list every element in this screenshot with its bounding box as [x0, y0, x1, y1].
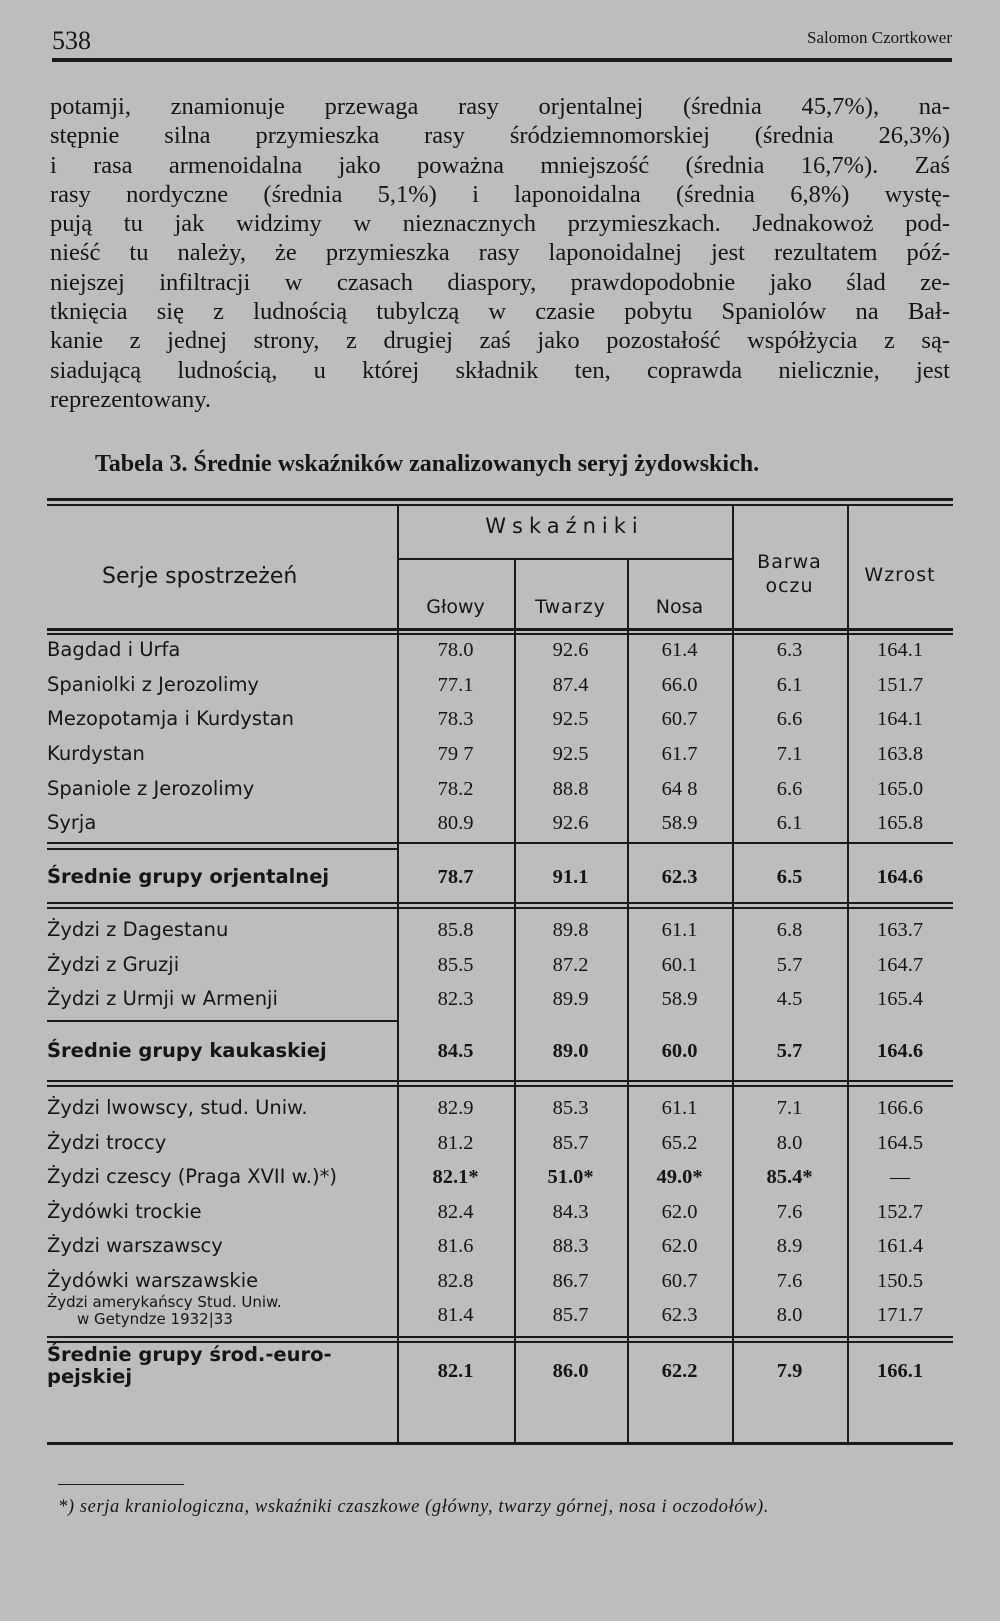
- value-nose: 62.3: [661, 1304, 698, 1326]
- value-nose: 62.0: [661, 1235, 698, 1257]
- value-eye-color: 8.9: [776, 1235, 803, 1257]
- row-label: Mezopotamja i Kurdystan: [47, 707, 294, 730]
- value-nose: 58.9: [661, 988, 698, 1010]
- table-caption: Tabela 3. Średnie wskaźników zanalizowanych seryj żydowskich.: [95, 451, 760, 477]
- value-face: 51.0*: [547, 1166, 594, 1188]
- value-face: 92.6: [552, 639, 589, 661]
- value-face: 88.3: [552, 1235, 589, 1257]
- value-nose: 58.9: [661, 812, 698, 834]
- value-head: 85.8: [437, 919, 474, 941]
- table-bottom-rule: [47, 1442, 953, 1445]
- row-rule-short: [47, 848, 397, 850]
- indices-table: [47, 498, 953, 1448]
- value-height: 164.6: [876, 866, 924, 888]
- value-height: 166.6: [876, 1097, 924, 1119]
- value-nose: 61.1: [661, 1097, 698, 1119]
- value-nose: 64 8: [661, 778, 698, 800]
- value-height: 171.7: [876, 1304, 924, 1326]
- value-height: 164.7: [876, 954, 924, 976]
- value-nose: 60.7: [661, 1270, 698, 1292]
- value-eye-color: 6.1: [776, 812, 803, 834]
- value-height: 152.7: [876, 1201, 924, 1223]
- value-eye-color: 7.6: [776, 1201, 803, 1223]
- value-nose: 61.7: [661, 743, 698, 765]
- value-face: 84.3: [552, 1201, 589, 1223]
- value-head: 82.3: [437, 988, 474, 1010]
- value-eye-color: 7.6: [776, 1270, 803, 1292]
- value-height: 165.8: [876, 812, 924, 834]
- value-eye-color: 85.4*: [766, 1166, 813, 1188]
- value-head: 82.1*: [432, 1166, 479, 1188]
- body-line: niejszej infiltracji w czasach diaspory, prawdopodobnie jako ślad ze-: [50, 268, 950, 296]
- header-face: Twarzy: [535, 596, 606, 618]
- body-line: reprezentowany.: [50, 385, 211, 413]
- value-head: 80.9: [437, 812, 474, 834]
- row-label: Średnie grupy kaukaskiej: [47, 1039, 327, 1062]
- value-nose: 61.1: [661, 919, 698, 941]
- value-face: 85.3: [552, 1097, 589, 1119]
- value-nose: 62.0: [661, 1201, 698, 1223]
- value-face: 85.7: [552, 1304, 589, 1326]
- value-face: 86.0: [552, 1360, 589, 1382]
- row-label: Żydówki warszawskie: [47, 1269, 259, 1292]
- value-eye-color: 6.3: [776, 639, 803, 661]
- row-label: Żydzi z Urmji w Armenji: [47, 987, 278, 1010]
- page-number: 538: [52, 26, 91, 55]
- value-face: 91.1: [552, 866, 589, 888]
- value-height: 164.6: [876, 1040, 924, 1062]
- value-height: 165.4: [876, 988, 924, 1010]
- value-height: 164.1: [876, 708, 924, 730]
- value-head: 81.2: [437, 1132, 474, 1154]
- value-eye-color: 6.6: [776, 708, 803, 730]
- value-eye-color: 8.0: [776, 1304, 803, 1326]
- row-rule: [47, 842, 953, 844]
- value-head: 81.6: [437, 1235, 474, 1257]
- table-top-rule-2: [47, 504, 953, 506]
- header-head: Głowy: [426, 596, 485, 618]
- value-head: 77.1: [437, 674, 474, 696]
- value-head: 85.5: [437, 954, 474, 976]
- body-line: rasy nordyczne (średnia 5,1%) i laponoidalna (średnia 6,8%) wystę-: [50, 180, 950, 208]
- value-face: 87.4: [552, 674, 589, 696]
- value-eye-color: 6.6: [776, 778, 803, 800]
- row-rule: [47, 1336, 953, 1338]
- value-eye-color: 6.8: [776, 919, 803, 941]
- value-head: 78.0: [437, 639, 474, 661]
- value-eye-color: 4.5: [776, 988, 803, 1010]
- value-head: 82.4: [437, 1201, 474, 1223]
- value-height: 166.1: [876, 1360, 924, 1382]
- body-line: potamji, znamionuje przewaga rasy orjentalnej (średnia 45,7%), na-: [50, 93, 950, 120]
- value-face: 92.6: [552, 812, 589, 834]
- row-label: Żydzi z Dagestanu: [47, 918, 229, 941]
- value-face: 86.7: [552, 1270, 589, 1292]
- value-eye-color: 6.5: [776, 866, 803, 888]
- value-head: 78.2: [437, 778, 474, 800]
- row-label: Żydzi z Gruzji: [47, 953, 180, 976]
- value-head: 78.7: [437, 866, 474, 888]
- header-indices: Wskaźniki: [485, 514, 644, 538]
- value-nose: 65.2: [661, 1132, 698, 1154]
- row-label: Średnie grupy orjentalnej: [47, 865, 330, 888]
- value-face: 89.8: [552, 919, 589, 941]
- value-height: 150.5: [876, 1270, 924, 1292]
- value-height: 161.4: [876, 1235, 924, 1257]
- value-head: 79 7: [437, 743, 474, 765]
- row-label-line-1: Średnie grupy środ.-euro-: [47, 1343, 332, 1366]
- value-nose: 60.0: [661, 1040, 698, 1062]
- body-line: stępnie silna przymieszka rasy śródziemnomorskiej (średnia 26,3%): [50, 122, 950, 150]
- value-head: 82.9: [437, 1097, 474, 1119]
- indices-subrule: [397, 558, 732, 560]
- running-head: Salomon Czortkower: [807, 28, 952, 47]
- row-label: Spaniole z Jerozolimy: [47, 777, 255, 800]
- value-eye-color: 7.1: [776, 1097, 803, 1119]
- row-label-line-2: w Getyndze 1932|33: [77, 1310, 233, 1328]
- value-nose: 62.3: [661, 866, 698, 888]
- header-height: Wzrost: [864, 564, 936, 586]
- row-rule-2: [47, 1085, 953, 1087]
- value-face: 88.8: [552, 778, 589, 800]
- value-head: 78.3: [437, 708, 474, 730]
- row-label: [47, 1344, 392, 1388]
- footnote: *) serja kraniologiczna, wskaźniki czaszkowe (główny, twarzy górnej, nosa i oczodołów).: [58, 1497, 769, 1517]
- page-header: [52, 18, 952, 66]
- body-paragraph: [50, 92, 950, 414]
- row-label: Kurdystan: [47, 742, 145, 765]
- value-nose: 62.2: [661, 1360, 698, 1382]
- value-height: 164.5: [876, 1132, 924, 1154]
- row-label: Spaniolki z Jerozolimy: [47, 673, 259, 696]
- value-eye-color: 5.7: [776, 1040, 803, 1062]
- body-line: tknięcia się z ludnością tubylczą w czasie pobytu Spaniolów na Bał-: [50, 298, 950, 326]
- value-height: 164.1: [876, 639, 924, 661]
- header-eye-color: Barwa oczu: [757, 551, 822, 597]
- value-height: 163.8: [876, 743, 924, 765]
- value-nose: 60.7: [661, 708, 698, 730]
- value-eye-color: 7.1: [776, 743, 803, 765]
- row-label: Żydzi lwowscy, stud. Uniw.: [47, 1096, 308, 1119]
- row-label-line-1: Żydzi amerykańscy Stud. Uniw.: [47, 1293, 282, 1311]
- value-nose: 60.1: [661, 954, 698, 976]
- value-nose: 61.4: [661, 639, 698, 661]
- row-label: Syrja: [47, 811, 97, 834]
- body-line: siadującą ludnością, u której składnik ten, coprawda nielicznie, jest: [50, 356, 950, 384]
- value-height: 163.7: [876, 919, 924, 941]
- value-face: 92.5: [552, 743, 589, 765]
- table-top-rule: [47, 498, 953, 501]
- value-face: 85.7: [552, 1132, 589, 1154]
- value-face: 89.9: [552, 988, 589, 1010]
- value-eye-color: 6.1: [776, 674, 803, 696]
- value-head: 81.4: [437, 1304, 474, 1326]
- row-rule-short: [47, 1020, 397, 1022]
- row-rule: [47, 1080, 953, 1082]
- value-face: 89.0: [552, 1040, 589, 1062]
- value-face: 92.5: [552, 708, 589, 730]
- row-label: Żydzi troccy: [47, 1131, 167, 1154]
- footnote-rule: [58, 1484, 184, 1485]
- header-bottom-rule: [47, 628, 953, 631]
- row-label: Bagdad i Urfa: [47, 638, 181, 661]
- value-height: 165.0: [876, 778, 924, 800]
- value-head: 84.5: [437, 1040, 474, 1062]
- value-head: 82.8: [437, 1270, 474, 1292]
- row-label: Żydówki trockie: [47, 1200, 202, 1223]
- body-line: i rasa armenoidalna jako poważna mniejszość (średnia 16,7%). Zaś: [50, 151, 950, 179]
- row-label: Żydzi warszawscy: [47, 1234, 223, 1257]
- value-eye-color: 8.0: [776, 1132, 803, 1154]
- row-label: Żydzi czescy (Praga XVII w.)*): [47, 1165, 337, 1188]
- value-nose: 66.0: [661, 674, 698, 696]
- value-height: 151.7: [876, 674, 924, 696]
- value-face: 87.2: [552, 954, 589, 976]
- value-height: —: [889, 1166, 911, 1188]
- header-series: Serje spostrzeżeń: [102, 564, 298, 589]
- body-line: kanie z jednej strony, z drugiej zaś jako pozostałość współżycia z są-: [50, 327, 950, 355]
- header-nose: Nosa: [655, 596, 704, 618]
- row-label-line-2: pejskiej: [47, 1365, 133, 1388]
- row-rule: [47, 902, 953, 904]
- header-rule: [52, 58, 952, 62]
- body-line: nieść tu należy, że przymieszka rasy laponoidalnej jest rezultatem póź-: [50, 239, 950, 267]
- value-eye-color: 5.7: [776, 954, 803, 976]
- body-line: pują tu jak widzimy w nieznacznych przymieszkach. Jednakowoż pod-: [50, 210, 950, 238]
- value-nose: 49.0*: [656, 1166, 703, 1188]
- value-eye-color: 7.9: [776, 1360, 803, 1382]
- value-head: 82.1: [437, 1360, 474, 1382]
- row-label: [47, 1294, 392, 1328]
- row-rule-2: [47, 907, 953, 909]
